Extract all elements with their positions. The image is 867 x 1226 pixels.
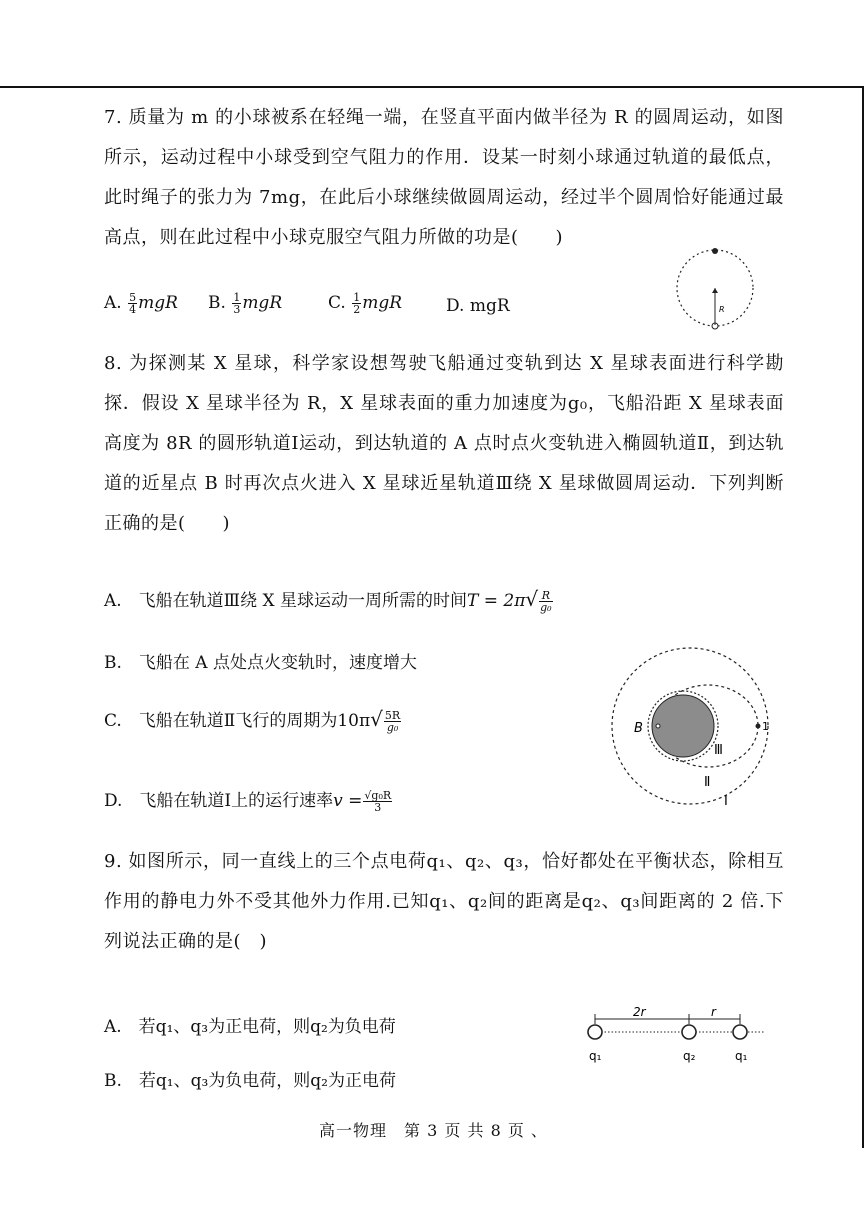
charge-q3 bbox=[733, 1025, 747, 1039]
q7-option-a[interactable]: A. $\frac{5}{4}$ mgR bbox=[104, 291, 178, 316]
q7-option-c-fraction: $\frac{1}{2}$ bbox=[353, 291, 361, 316]
q7-option-c[interactable]: C. $\frac{1}{2}$ mgR bbox=[328, 291, 403, 316]
charge-q2 bbox=[682, 1025, 696, 1039]
point-b-label: B bbox=[634, 721, 643, 736]
distance-r-label: r bbox=[711, 1005, 716, 1019]
q7-stem: 7. 质量为 m 的小球被系在轻绳一端，在竖直平面内做半径为 R 的圆周运动，如图所示，运动过程中小球受到空气阻力的作用．设某一时刻小球通过轨道的最低点，此时绳子的张力为 7mg，在此后小球继续做圆周运动，经过半个圆周恰好能通过最高点，则在此过程中小球克服空气阻力所做的功是( ) bbox=[104, 107, 784, 248]
q1-label: q₁ bbox=[589, 1049, 602, 1063]
q7-option-b[interactable]: B. $\frac{1}{3}$ mgR bbox=[208, 291, 283, 316]
q7-radius-arrow bbox=[712, 288, 718, 293]
charge-q1 bbox=[588, 1025, 602, 1039]
q7-circle-figure bbox=[670, 245, 760, 335]
q7-option-b-fraction: $\frac{1}{3}$ bbox=[233, 291, 241, 316]
q8-orbit-figure bbox=[600, 650, 780, 810]
orbit-ii-label: Ⅱ bbox=[704, 775, 711, 790]
q7-radius-label: R bbox=[719, 305, 725, 314]
q9-stem: 9. 如图所示，同一直线上的三个点电荷q₁、q₂、q₃，恰好都处在平衡状态，除相互作用的静电力外不受其他外力作用.已知q₁、q₂间的距离是q₂、q₃间距离的 2 倍.下列说法正确的是( ) bbox=[104, 851, 784, 952]
point-a-label: 1 bbox=[762, 720, 769, 733]
q2-label: q₂ bbox=[683, 1049, 696, 1063]
q9-option-a[interactable]: A. 若q₁、q₃为正电荷，则q₂为负电荷 bbox=[104, 1017, 396, 1037]
q8-option-a-fraction: $\frac{R}{\text{g₀}}$ bbox=[540, 589, 552, 614]
q8-option-d[interactable]: D. 飞船在轨道Ⅰ上的运行速率v = $\frac{\text{√g₀R}}{3}$ bbox=[104, 789, 392, 814]
q7-option-a-fraction: $\frac{5}{4}$ bbox=[129, 291, 137, 316]
page-footer: 高一物理 第 3 页 共 8 页 、 bbox=[319, 1121, 548, 1140]
planet-x bbox=[652, 695, 714, 757]
point-b-marker bbox=[656, 724, 660, 728]
q8-option-a[interactable]: A. 飞船在轨道Ⅲ绕 X 星球运动一周所需的时间T = 2π√ $\frac{R}{\text{g₀}}$ bbox=[104, 587, 552, 614]
q9-option-b[interactable]: B. 若q₁、q₃为负电荷，则q₂为正电荷 bbox=[104, 1071, 396, 1091]
q8-option-c[interactable]: C. 飞船在轨道Ⅱ飞行的周期为10π√ $\frac{5R}{\text{g₀}}$ bbox=[104, 707, 401, 734]
q3-label: q₁ bbox=[735, 1049, 748, 1063]
q7-ball-top bbox=[712, 248, 718, 254]
q9-charges-figure bbox=[585, 1005, 775, 1070]
distance-2r-label: 2r bbox=[633, 1005, 646, 1019]
orbit-i-label: Ⅰ bbox=[724, 794, 728, 809]
point-a-marker bbox=[756, 724, 761, 729]
orbit-iii-label: Ⅲ bbox=[714, 743, 723, 758]
q7-option-d[interactable]: D. mgR bbox=[446, 296, 510, 316]
q8-option-c-fraction: $\frac{5R}{\text{g₀}}$ bbox=[384, 709, 401, 734]
q8-option-d-fraction: $\frac{\text{√g₀R}}{3}$ bbox=[364, 789, 392, 814]
q8-stem: 8. 为探测某 X 星球，科学家设想驾驶飞船通过变轨到达 X 星球表面进行科学勘探．假设 X 星球半径为 R，X 星球表面的重力加速度为g₀，飞船沿距 X 星球表面高度为 8R 的圆形轨道Ⅰ运动，到达轨道的 A 点时点火变轨进入椭圆轨道Ⅱ，到达轨道的近星点 B 时再次点火进入 X 星球近星轨道Ⅲ绕 X 星球做圆周运动．下列判断正确的是( ) bbox=[104, 353, 784, 534]
q8-option-b[interactable]: B. 飞船在 A 点处点火变轨时，速度增大 bbox=[104, 653, 417, 673]
